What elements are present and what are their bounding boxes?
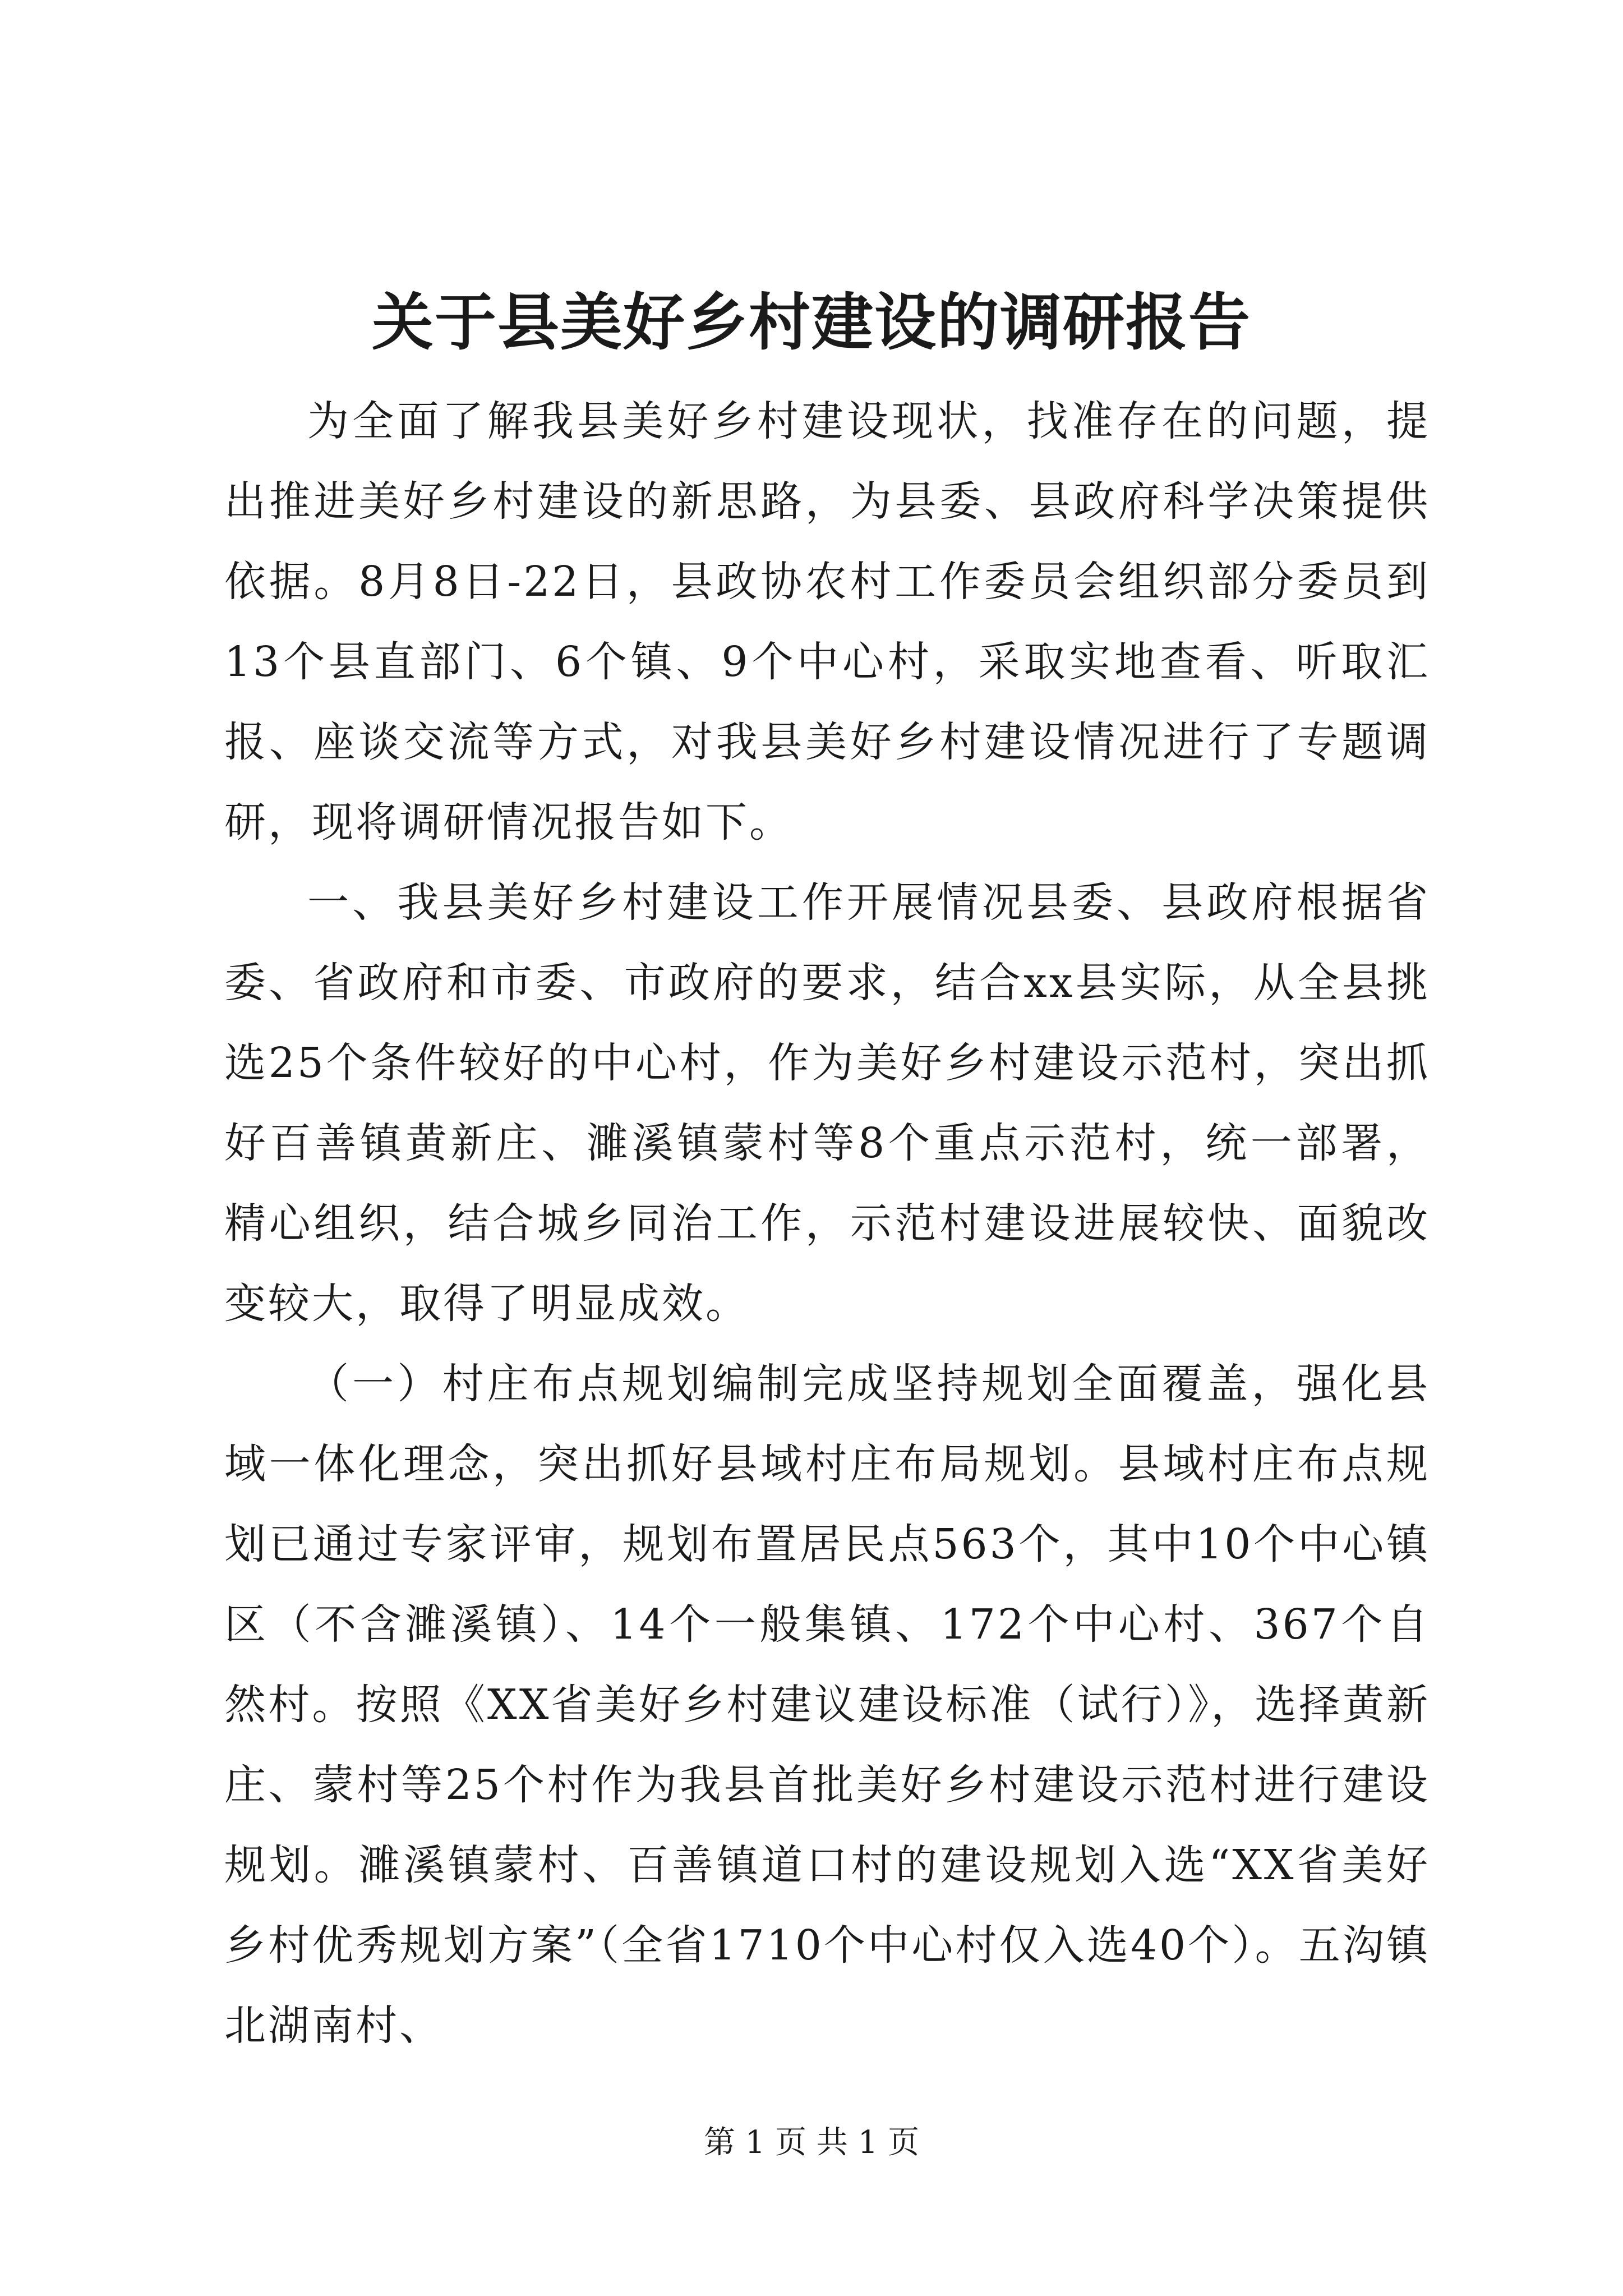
page-number-footer: 第 1 页 共 1 页 [703,2124,920,2161]
paragraph-intro: 为全面了解我县美好乡村建设现状，找准存在的问题，提出推进美好乡村建设的新思路，为县委、县政府科学决策提供依据。8月8日-22日，县政协农村工作委员会组织部分委员到13个县直部门、6个镇、9个中心村，采取实地查看、听取汇报、座谈交流等方式，对我县美好乡村建设情况进行了专题调研，现将调研情况报告如下。 [224,397,1430,846]
paragraph-section-one: 一、我县美好乡村建设工作开展情况县委、县政府根据省委、省政府和市委、市政府的要求，结合xx县实际，从全县挑选25个条件较好的中心村，作为美好乡村建设示范村，突出抓好百善镇黄新庄、濉溪镇蒙村等8个重点示范村，统一部署，精心组织，结合城乡同治工作，示范村建设进展较快、面貌改变较大，取得了明显成效。 [224,878,1430,1328]
paragraph-subsection-one: （一）村庄布点规划编制完成坚持规划全面覆盖，强化县域一体化理念，突出抓好县域村庄布局规划。县域村庄布点规划已通过专家评审，规划布置居民点563个，其中10个中心镇区（不含濉溪镇）、14个一般集镇、172个中心村、367个自然村。按照《XX省美好乡村建议建设标准（试行）》，选择黄新庄、蒙村等25个村作为我县首批美好乡村建设示范村进行建设规划。濉溪镇蒙村、百善镇道口村的建设规划入选“XX省美好乡村优秀规划方案”（全省1710个中心村仅入选40个）。五沟镇北湖南村、 [224,1360,1430,2050]
document-body [224,381,1430,2066]
document-title: 关于县美好乡村建设的调研报告 [372,286,1251,358]
